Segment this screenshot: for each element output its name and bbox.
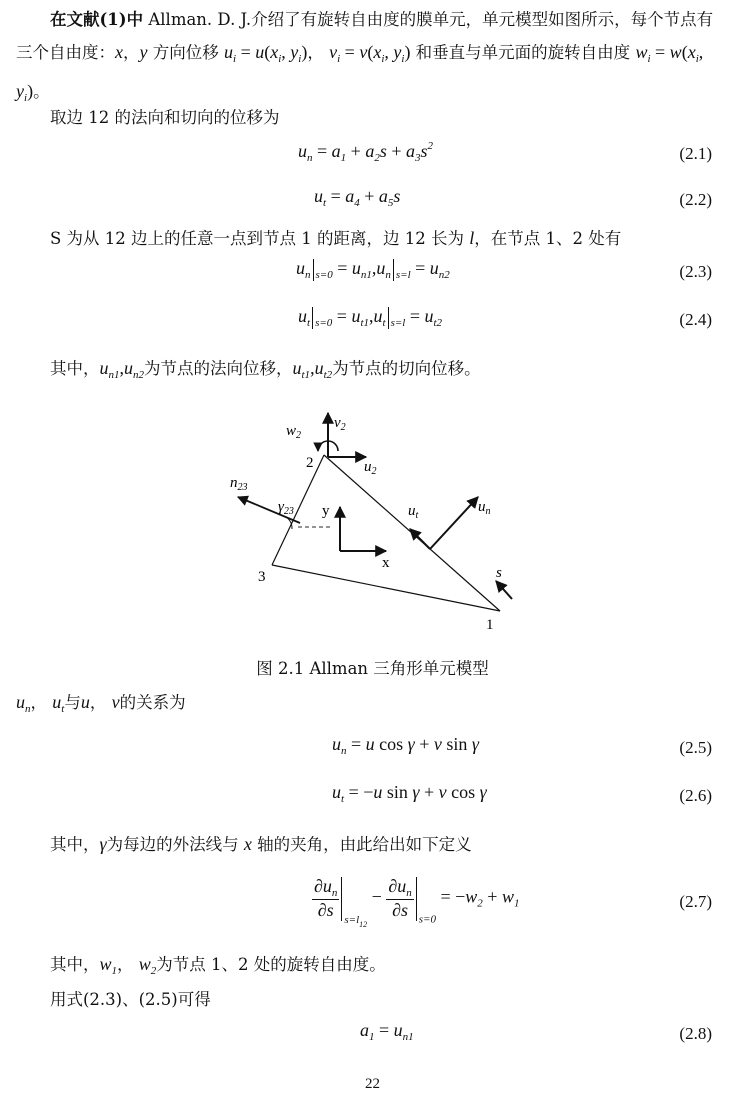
equation-2-4: $u_t$ $_{s=0} = u_{t1},u_t$ $_{s=l} = u_{t2}$ (2.4)	[298, 306, 712, 329]
ut-arrow	[410, 529, 430, 549]
u2-label: $u_2$	[364, 459, 377, 477]
eq-number: (2.3)	[679, 262, 712, 281]
equation-2-5: $u_n = u$ cos γ + v sin γ (2.5)	[332, 734, 712, 757]
intro-text-4: 。	[33, 82, 50, 101]
eq-number: (2.4)	[679, 310, 712, 329]
v2-label: $v_2$	[334, 415, 346, 433]
y-axis-label: y	[322, 503, 330, 519]
s-arrow	[496, 581, 512, 599]
intro-bold: 在文献(1)中	[50, 10, 144, 29]
equation-2-3: $u_n$ $_{s=0} = u_{n1},u_n$ $_{s=l} = u_{n2}$ (2.3)	[296, 258, 712, 281]
node-label-1: 1	[486, 617, 494, 633]
edge-3-1	[272, 565, 500, 611]
ut-label: $u_t$	[408, 503, 419, 521]
intro-text-1: Allman. D. J.介绍了有旋转自由度的膜单元，单元模型如图所示，每个节点有三个自由度：	[16, 10, 714, 62]
paragraph-2: 取边 12 的法向和切向的位移为	[50, 108, 280, 127]
equation-2-1: $u_n = a_1 + a_2s + a_3s^2$ (2.1)	[298, 140, 712, 164]
equation-2-6: $u_t = -u$ sin γ + v cos γ (2.6)	[332, 782, 712, 805]
equation-2-2: $u_t = a_4 + a_5s$ (2.2)	[314, 186, 712, 209]
edge-2-1	[324, 455, 500, 611]
w2-label: $w_2$	[286, 423, 302, 441]
un-label: $u_n$	[478, 499, 491, 517]
paragraph-4: 其中，$u_{n1},u_{n2}$为节点的法向位移，$u_{t1},u_{t2}$为节点的切向位移。	[50, 358, 481, 381]
s-label: s	[496, 565, 502, 581]
equation-2-7: $\frac{\partial u_n}{\partial s}$ $_{s=l_{12}}$ − $\frac{\partial u_n}{\partial s}$ $_{s=0} = -w_2 + w_1$ (2.7)	[314, 876, 712, 929]
eq-number: (2.1)	[679, 144, 712, 163]
node-label-2: 2	[306, 455, 314, 471]
paragraph-7: 其中，$w_1$， $w_2$为节点 1、2 处的旋转自由度。	[50, 954, 386, 977]
eq-number: (2.6)	[679, 786, 712, 805]
paragraph-5: $u_n$， $u_t$与u， v的关系为	[16, 692, 186, 715]
un-arrow	[430, 497, 478, 549]
intro-text-2: 方向位移	[147, 43, 224, 62]
eq-number: (2.5)	[679, 738, 712, 757]
eq-number: (2.8)	[679, 1024, 712, 1043]
figure-caption: 图 2.1 Allman 三角形单元模型	[256, 659, 489, 678]
node-label-3: 3	[258, 569, 266, 585]
intro-text-3: 和垂直与单元面的旋转自由度	[410, 43, 636, 62]
eq-number: (2.7)	[679, 892, 712, 911]
paragraph-6: 其中，γ为每边的外法线与 x 轴的夹角，由此给出如下定义	[50, 834, 472, 854]
paragraph-8: 用式(2.3)、(2.5)可得	[50, 990, 211, 1009]
eq-number: (2.2)	[679, 190, 712, 209]
n23-label: $n_{23}$	[230, 475, 248, 493]
allman-triangle-figure	[200, 405, 540, 645]
intro-paragraph: 在文献(1)中 Allman. D. J.介绍了有旋转自由度的膜单元，单元模型如图所示，每个节点有三个自由度：x，y 方向位移 $u_i = u(x_i$, $y_i$)， $v_i = v(x_i$, $y_i$) 和垂直与单元面的旋转自由度 $w_i = w(x_i$, $y_i$)。	[16, 10, 714, 104]
x-axis-label: x	[382, 555, 390, 571]
gamma23-label: $\gamma_{23}$	[278, 499, 294, 517]
paragraph-3: S 为从 12 边上的任意一点到节点 1 的距离，边 12 长为 l，在节点 1、2 处有	[50, 228, 622, 248]
equation-2-8: $a_1 = u_{n1}$ (2.8)	[360, 1020, 712, 1043]
page-number: 22	[365, 1076, 380, 1092]
